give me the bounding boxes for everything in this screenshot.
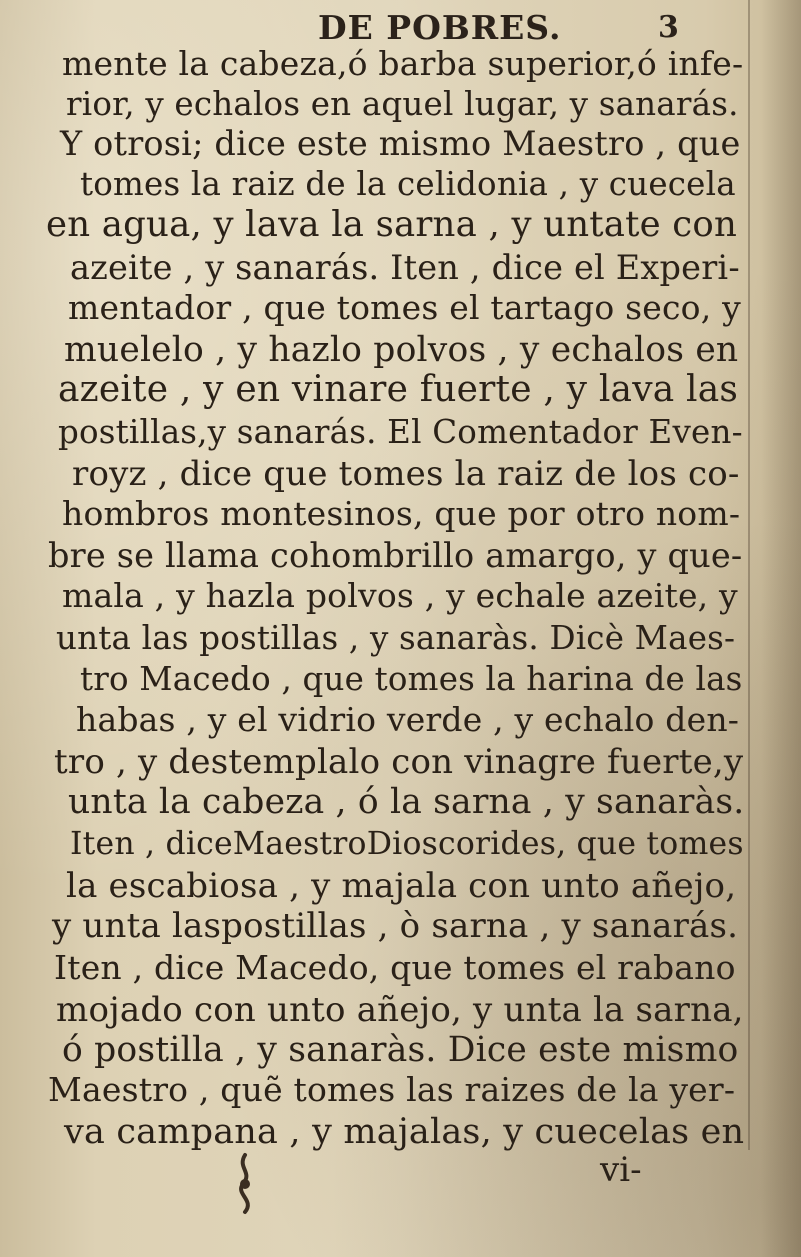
text-line: mente la cabeza,ó barba superior,ó infe- (62, 44, 744, 83)
text-line: mala , y hazla polvos , y echale azeite, y (62, 576, 738, 615)
text-line: tomes la raiz de la celidonia , y cuecela (80, 165, 736, 203)
text-line: mojado con unto añejo, y unta la sarna, (56, 990, 744, 1030)
text-line: Maestro , quẽ tomes las raizes de la yer- (48, 1070, 736, 1109)
text-line: muelelo , y hazlo polvos , y echalos en (64, 330, 739, 370)
page-number: 3 (658, 10, 679, 45)
text-line: tro Macedo , que tomes la harina de las (80, 660, 743, 698)
text-line: unta la cabeza , ó la sarna , y sanaràs. (68, 782, 745, 822)
text-line: royz , dice que tomes la raiz de los co- (72, 454, 740, 494)
text-line: bre se llama cohombrillo amargo, y que- (48, 536, 743, 575)
text-line: Iten , diceMaestroDioscorides, que tomes (70, 826, 744, 862)
text-line: va campana , y majalas, y cuecelas en (64, 1112, 745, 1152)
text-line: azeite , y sanarás. Iten , dice el Experi- (70, 248, 740, 287)
catchword: vi- (600, 1150, 642, 1190)
text-line: habas , y el vidrio verde , y echalo den- (76, 700, 740, 739)
text-line: ó postilla , y sanaràs. Dice este mismo (62, 1030, 739, 1070)
text-line: postillas,y sanarás. El Comentador Even- (58, 413, 743, 451)
text-line: hombros montesinos, que por otro nom- (62, 494, 741, 533)
text-line: la escabiosa , y majala con unto añejo, (66, 866, 737, 906)
printer-ornament-icon (225, 1150, 265, 1220)
text-line: en agua, y lava la sarna , y untate con (46, 204, 738, 245)
text-line: tro , y destemplalo con vinagre fuerte,y (54, 742, 744, 782)
running-title: DE POBRES. (318, 8, 562, 47)
text-line: rior, y echalos en aquel lugar, y sanarás. (66, 85, 739, 123)
text-line: azeite , y en vinare fuerte , y lava las (58, 369, 739, 410)
text-line: mentador , que tomes el tartago seco, y (68, 288, 741, 327)
page-fold-line (748, 0, 750, 1150)
text-line: Y otrosi; dice este mismo Maestro , que (60, 124, 741, 163)
page-edge-shadow (761, 0, 801, 1257)
text-line: unta las postillas , y sanaràs. Dicè Maes- (56, 619, 736, 657)
text-line: y unta laspostillas , ò sarna , y sanarás. (52, 906, 739, 946)
text-line: Iten , dice Macedo, que tomes el rabano (54, 948, 736, 987)
